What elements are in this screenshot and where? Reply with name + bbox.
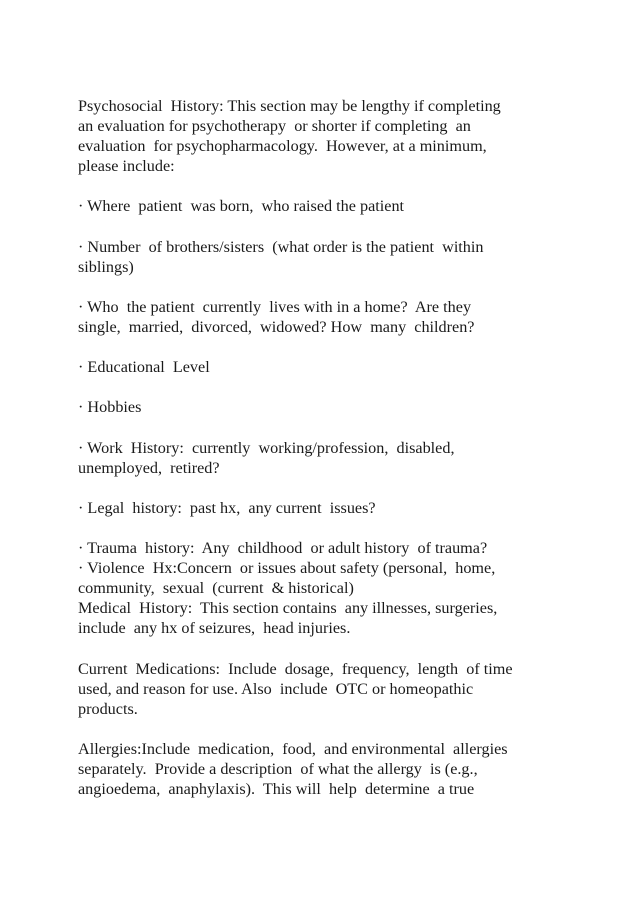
text-line: separately. Provide a description of what the allergy is (e.g., — [78, 760, 478, 779]
bullet-siblings: · Number of brothers/sisters (what order is the patient within — [78, 237, 484, 256]
text-line: unemployed, retired? — [78, 458, 220, 477]
blank-line — [78, 418, 568, 438]
text-line: angioedema, anaphylaxis). This will help determine a true — [78, 780, 475, 799]
blank-line — [78, 639, 568, 659]
document-body — [78, 96, 568, 799]
text-line: please include: — [78, 157, 175, 176]
allergies-heading: Allergies:Include medication, food, and environmental allergies — [78, 740, 508, 758]
current-medications-heading: Current Medications: Include dosage, frequency, length of time — [78, 659, 513, 678]
blank-line — [78, 377, 568, 397]
blank-line — [78, 719, 568, 739]
bullet-hobbies: · Hobbies — [78, 398, 142, 417]
blank-line — [78, 217, 568, 237]
bullet-birthplace: · Where patient was born, who raised the patient — [78, 197, 405, 216]
text-line: used, and reason for use. Also include OTC or homeopathic — [78, 679, 474, 698]
text-line: siblings) — [78, 257, 134, 276]
bullet-trauma-history: · Trauma history: Any childhood or adult history of trauma? — [78, 539, 488, 558]
text-line: products. — [78, 699, 138, 718]
text-line: Psychosocial History: This section may be lengthy if completing — [78, 97, 501, 115]
medical-history-heading: Medical History: This section contains any illnesses, surgeries, — [78, 599, 498, 618]
blank-line — [78, 478, 568, 498]
bullet-household: · Who the patient currently lives with in a home? Are they — [78, 297, 472, 316]
text-line: community, sexual (current & historical) — [78, 579, 354, 598]
bullet-education: · Educational Level — [78, 358, 210, 377]
blank-line — [78, 277, 568, 297]
text-line: evaluation for psychopharmacology. However, at a minimum, — [78, 137, 487, 156]
blank-line — [78, 518, 568, 538]
bullet-work-history: · Work History: currently working/profession, disabled, — [78, 438, 455, 457]
bullet-violence-history: · Violence Hx:Concern or issues about safety (personal, home, — [78, 559, 496, 578]
blank-line — [78, 337, 568, 357]
text-line: include any hx of seizures, head injuries. — [78, 619, 351, 638]
blank-line — [78, 176, 568, 196]
text-line: single, married, divorced, widowed? How many children? — [78, 318, 475, 337]
bullet-legal-history: · Legal history: past hx, any current issues? — [78, 498, 376, 517]
text-line: an evaluation for psychotherapy or shorter if completing an — [78, 117, 471, 136]
